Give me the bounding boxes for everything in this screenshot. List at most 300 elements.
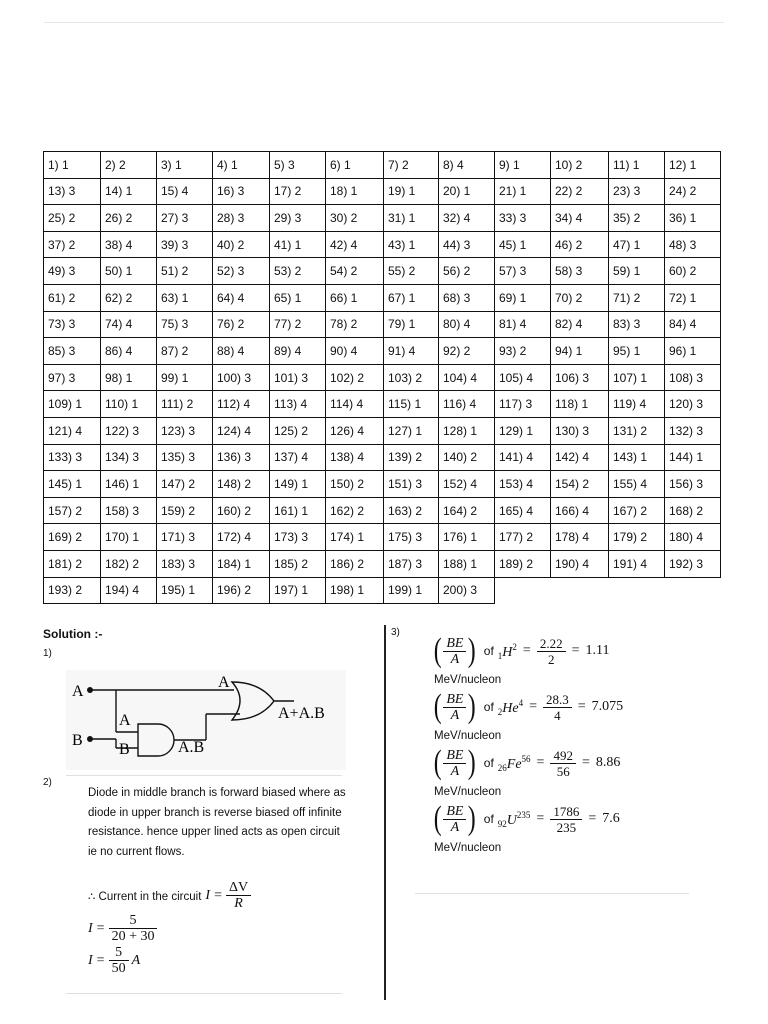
- energy-fraction: [550, 748, 576, 779]
- numerator-5: 5: [109, 913, 158, 929]
- answer-cell: 26) 2: [101, 205, 157, 232]
- answer-cell: 27) 3: [157, 205, 213, 232]
- answer-cell: 142) 4: [551, 444, 609, 471]
- answer-cell: 188) 1: [439, 550, 495, 577]
- answer-cell: 22) 2: [551, 178, 609, 205]
- atomic-number: 2: [497, 706, 503, 717]
- answer-cell: 66) 1: [326, 284, 384, 311]
- answer-cell: 41) 1: [270, 231, 326, 258]
- q2-label: 2): [43, 777, 52, 788]
- answer-cell: 111) 2: [157, 391, 213, 418]
- nuclide: [498, 642, 517, 661]
- answer-cell: 98) 1: [101, 364, 157, 391]
- answer-cell: 52) 3: [213, 258, 270, 285]
- answer-cell: 81) 4: [495, 311, 551, 338]
- answer-cell: 32) 4: [439, 205, 495, 232]
- answer-cell: 134) 3: [101, 444, 157, 471]
- answer-cell: 83) 3: [609, 311, 665, 338]
- be-result: 7.075: [591, 699, 624, 714]
- answer-cell: 68) 3: [439, 284, 495, 311]
- answer-cell: 21) 1: [495, 178, 551, 205]
- equals-sign: =: [529, 699, 538, 714]
- answer-cell: 190) 4: [551, 550, 609, 577]
- answer-cell: 138) 4: [326, 444, 384, 471]
- solution-heading: Solution :-: [43, 627, 103, 641]
- answer-cell: 35) 2: [609, 205, 665, 232]
- atomic-number: 1: [497, 650, 503, 661]
- mev-unit-label: MeV/nucleon: [434, 674, 502, 686]
- answer-cell: 136) 3: [213, 444, 270, 471]
- be-per-nucleon-row: [432, 746, 620, 780]
- nuclide: [498, 810, 531, 829]
- of-text: of: [483, 644, 494, 658]
- answer-cell: 47) 1: [609, 231, 665, 258]
- equals-sign-2: =: [577, 699, 586, 714]
- answer-cell: 102) 2: [326, 364, 384, 391]
- be-text: BE: [443, 636, 466, 652]
- answer-cell: 189) 2: [495, 550, 551, 577]
- current-prefix: ∴ Current in the circuit: [88, 890, 202, 903]
- answer-cell: 75) 3: [157, 311, 213, 338]
- fraction-5-over-50-sum: [109, 913, 158, 944]
- answer-cell: 91) 4: [384, 338, 439, 365]
- answer-cell: 96) 1: [665, 338, 721, 365]
- answer-row: [44, 152, 721, 179]
- equals-sign-2: =: [581, 755, 590, 770]
- answer-cell: 129) 1: [495, 417, 551, 444]
- answer-cell: 44) 3: [439, 231, 495, 258]
- or-input-label: A: [218, 674, 230, 691]
- answer-cell: 8) 4: [439, 152, 495, 179]
- energy-denominator: 2: [547, 651, 555, 667]
- answer-cell: 11) 1: [609, 152, 665, 179]
- answer-cell: 23) 3: [609, 178, 665, 205]
- answer-row: [44, 311, 721, 338]
- answer-cell: 179) 2: [609, 524, 665, 551]
- answer-cell: 3) 1: [157, 152, 213, 179]
- answer-cell: 31) 1: [384, 205, 439, 232]
- answer-cell: 50) 1: [101, 258, 157, 285]
- current-calc-step2: [88, 945, 140, 976]
- equals-sign-2: =: [96, 920, 105, 936]
- mass-number: 2: [512, 641, 517, 652]
- answer-row: [44, 364, 721, 391]
- answer-cell: 144) 1: [665, 444, 721, 471]
- answer-cell: 67) 1: [384, 284, 439, 311]
- answer-cell: 65) 1: [270, 284, 326, 311]
- answer-cell: 74) 4: [101, 311, 157, 338]
- answer-cell: 195) 1: [157, 577, 213, 604]
- current-var-3: I: [88, 952, 93, 968]
- be-over-a: [443, 748, 466, 779]
- answer-cell: 10) 2: [551, 152, 609, 179]
- answer-cell: 149) 1: [270, 471, 326, 498]
- answer-cell: 121) 4: [44, 417, 101, 444]
- answer-cell: 94) 1: [551, 338, 609, 365]
- equals-sign-3: =: [96, 952, 105, 968]
- answer-cell: 4) 1: [213, 152, 270, 179]
- answer-cell: 97) 3: [44, 364, 101, 391]
- current-formula: [88, 880, 251, 911]
- top-divider: [44, 22, 724, 23]
- current-calc-step1: [88, 913, 157, 944]
- equals-sign-2: =: [588, 811, 597, 826]
- answer-cell: 39) 3: [157, 231, 213, 258]
- answer-cell: 183) 3: [157, 550, 213, 577]
- be-per-nucleon-row: [432, 802, 620, 836]
- answer-row: [44, 391, 721, 418]
- answer-cell: 151) 3: [384, 471, 439, 498]
- answer-cell: 159) 2: [157, 497, 213, 524]
- be-text: BE: [443, 804, 466, 820]
- be-result: 8.86: [595, 755, 621, 770]
- right-paren: ): [468, 800, 477, 837]
- answer-cell: 58) 3: [551, 258, 609, 285]
- answer-cell: 171) 3: [157, 524, 213, 551]
- answer-cell: 5) 3: [270, 152, 326, 179]
- answer-cell: 196) 2: [213, 577, 270, 604]
- be-over-a: [443, 804, 466, 835]
- energy-fraction: [543, 692, 572, 723]
- answer-cell: 115) 1: [384, 391, 439, 418]
- answer-cell: 163) 2: [384, 497, 439, 524]
- answer-cell: 130) 3: [551, 417, 609, 444]
- empty-cell: [495, 577, 551, 604]
- fraction-5-over-50: [109, 945, 129, 976]
- answer-cell: 46) 2: [551, 231, 609, 258]
- answer-cell: 169) 2: [44, 524, 101, 551]
- answer-row: [44, 550, 721, 577]
- answer-cell: 71) 2: [609, 284, 665, 311]
- right-paren: ): [468, 744, 477, 781]
- and-output-label: A.B: [178, 739, 205, 756]
- answer-cell: 13) 3: [44, 178, 101, 205]
- answer-cell: 162) 2: [326, 497, 384, 524]
- answer-cell: 187) 3: [384, 550, 439, 577]
- equals-sign: =: [214, 887, 222, 903]
- answer-cell: 104) 4: [439, 364, 495, 391]
- answer-cell: 147) 2: [157, 471, 213, 498]
- answer-row: [44, 497, 721, 524]
- answer-cell: 175) 3: [384, 524, 439, 551]
- be-result: 1.11: [585, 643, 610, 658]
- answer-row: [44, 258, 721, 285]
- answer-row: [44, 178, 721, 205]
- right-paren: ): [468, 688, 477, 725]
- left-paren: (: [433, 800, 442, 837]
- answer-cell: 145) 1: [44, 471, 101, 498]
- answer-cell: 14) 1: [101, 178, 157, 205]
- answer-cell: 155) 4: [609, 471, 665, 498]
- answer-cell: 20) 1: [439, 178, 495, 205]
- answer-row: [44, 524, 721, 551]
- answer-cell: 43) 1: [384, 231, 439, 258]
- atomic-number: 92: [497, 818, 507, 829]
- answer-cell: 182) 2: [101, 550, 157, 577]
- be-per-nucleon-row: [432, 634, 609, 668]
- answer-cell: 7) 2: [384, 152, 439, 179]
- answer-cell: 82) 4: [551, 311, 609, 338]
- answer-cell: 164) 2: [439, 497, 495, 524]
- answer-cell: 194) 4: [101, 577, 157, 604]
- mev-unit-label: MeV/nucleon: [434, 786, 502, 798]
- a-text: A: [450, 763, 460, 779]
- answer-cell: 178) 4: [551, 524, 609, 551]
- answer-cell: 30) 2: [326, 205, 384, 232]
- of-text: of: [483, 812, 494, 826]
- answer-cell: 177) 2: [495, 524, 551, 551]
- answer-cell: 167) 2: [609, 497, 665, 524]
- delta-v-over-r: [226, 880, 251, 911]
- column-divider: [384, 625, 386, 1000]
- answer-cell: 161) 1: [270, 497, 326, 524]
- answer-cell: 172) 4: [213, 524, 270, 551]
- logic-circuit-diagram: [66, 670, 346, 770]
- answer-cell: 176) 1: [439, 524, 495, 551]
- answer-cell: 100) 3: [213, 364, 270, 391]
- right-paren: ): [468, 632, 477, 669]
- answer-cell: 19) 1: [384, 178, 439, 205]
- answer-key-table: [43, 151, 721, 604]
- be-text: BE: [443, 748, 466, 764]
- answer-cell: 105) 4: [495, 364, 551, 391]
- answer-cell: 166) 4: [551, 497, 609, 524]
- answer-cell: 118) 1: [551, 391, 609, 418]
- answer-row: [44, 417, 721, 444]
- current-unit: A: [131, 952, 141, 968]
- nuclide: [498, 754, 531, 773]
- answer-cell: 28) 3: [213, 205, 270, 232]
- answer-cell: 70) 2: [551, 284, 609, 311]
- answer-cell: 199) 1: [384, 577, 439, 604]
- empty-cell: [665, 577, 721, 604]
- and-input-b-label: B: [119, 741, 130, 758]
- resistance: R: [234, 896, 243, 911]
- answer-cell: 191) 4: [609, 550, 665, 577]
- answer-cell: 54) 2: [326, 258, 384, 285]
- answer-cell: 18) 1: [326, 178, 384, 205]
- answer-cell: 157) 2: [44, 497, 101, 524]
- energy-fraction: [537, 636, 566, 667]
- denominator-50: 50: [111, 961, 126, 976]
- answer-cell: 174) 1: [326, 524, 384, 551]
- answer-cell: 56) 2: [439, 258, 495, 285]
- answer-cell: 25) 2: [44, 205, 101, 232]
- left-paren: (: [433, 688, 442, 725]
- answer-cell: 55) 2: [384, 258, 439, 285]
- answer-cell: 117) 3: [495, 391, 551, 418]
- answer-cell: 107) 1: [609, 364, 665, 391]
- energy-denominator: 56: [556, 763, 570, 779]
- energy-numerator: 1786: [550, 804, 582, 820]
- energy-fraction: [550, 804, 582, 835]
- mass-number: 56: [521, 753, 531, 764]
- a-text: A: [450, 819, 460, 835]
- answer-cell: 125) 2: [270, 417, 326, 444]
- answer-row: [44, 471, 721, 498]
- answer-cell: 119) 4: [609, 391, 665, 418]
- mev-unit-label: MeV/nucleon: [434, 842, 502, 854]
- answer-cell: 88) 4: [213, 338, 270, 365]
- answer-cell: 72) 1: [665, 284, 721, 311]
- answer-cell: 106) 3: [551, 364, 609, 391]
- answer-cell: 153) 4: [495, 471, 551, 498]
- answer-cell: 78) 2: [326, 311, 384, 338]
- a-text: A: [450, 707, 460, 723]
- answer-cell: 37) 2: [44, 231, 101, 258]
- left-paren: (: [433, 744, 442, 781]
- answer-cell: 24) 2: [665, 178, 721, 205]
- answer-cell: 181) 2: [44, 550, 101, 577]
- answer-cell: 146) 1: [101, 471, 157, 498]
- answer-cell: 110) 1: [101, 391, 157, 418]
- answer-cell: 61) 2: [44, 284, 101, 311]
- answer-cell: 99) 1: [157, 364, 213, 391]
- answer-cell: 122) 3: [101, 417, 157, 444]
- answer-row: [44, 284, 721, 311]
- answer-cell: 160) 2: [213, 497, 270, 524]
- answer-cell: 77) 2: [270, 311, 326, 338]
- energy-numerator: 28.3: [543, 692, 572, 708]
- answer-cell: 90) 4: [326, 338, 384, 365]
- answer-cell: 132) 3: [665, 417, 721, 444]
- answer-cell: 192) 3: [665, 550, 721, 577]
- answer-cell: 126) 4: [326, 417, 384, 444]
- q3-separator: [415, 893, 689, 894]
- answer-cell: 1) 1: [44, 152, 101, 179]
- answer-row: [44, 577, 721, 604]
- a-text: A: [450, 651, 460, 667]
- answer-cell: 16) 3: [213, 178, 270, 205]
- answer-cell: 84) 4: [665, 311, 721, 338]
- answer-cell: 133) 3: [44, 444, 101, 471]
- answer-cell: 168) 2: [665, 497, 721, 524]
- mass-number: 235: [516, 809, 531, 820]
- answer-cell: 184) 1: [213, 550, 270, 577]
- energy-denominator: 235: [556, 819, 577, 835]
- answer-cell: 156) 3: [665, 471, 721, 498]
- answer-cell: 79) 1: [384, 311, 439, 338]
- mev-unit-label: MeV/nucleon: [434, 730, 502, 742]
- answer-cell: 89) 4: [270, 338, 326, 365]
- answer-cell: 173) 3: [270, 524, 326, 551]
- and-input-a-label: A: [119, 712, 131, 729]
- of-text: of: [483, 700, 494, 714]
- answer-cell: 103) 2: [384, 364, 439, 391]
- element-symbol: U: [506, 812, 517, 828]
- answer-cell: 197) 1: [270, 577, 326, 604]
- answer-cell: 42) 4: [326, 231, 384, 258]
- answer-cell: 29) 3: [270, 205, 326, 232]
- circuit-output-label: A+A.B: [278, 705, 325, 722]
- denominator-sum: 20 + 30: [111, 929, 155, 944]
- q3-label: 3): [391, 627, 400, 638]
- answer-cell: 12) 1: [665, 152, 721, 179]
- answer-cell: 48) 3: [665, 231, 721, 258]
- answer-cell: 109) 1: [44, 391, 101, 418]
- answer-cell: 198) 1: [326, 577, 384, 604]
- answer-cell: 112) 4: [213, 391, 270, 418]
- equals-sign: =: [536, 811, 545, 826]
- answer-cell: 150) 2: [326, 471, 384, 498]
- answer-cell: 9) 1: [495, 152, 551, 179]
- answer-cell: 165) 4: [495, 497, 551, 524]
- left-paren: (: [433, 632, 442, 669]
- answer-row: [44, 231, 721, 258]
- answer-cell: 158) 3: [101, 497, 157, 524]
- answer-cell: 114) 4: [326, 391, 384, 418]
- answer-cell: 85) 3: [44, 338, 101, 365]
- equals-sign: =: [536, 755, 545, 770]
- answer-cell: 53) 2: [270, 258, 326, 285]
- answer-cell: 137) 4: [270, 444, 326, 471]
- empty-cell: [551, 577, 609, 604]
- answer-cell: 34) 4: [551, 205, 609, 232]
- answer-cell: 128) 1: [439, 417, 495, 444]
- input-a-label: A: [72, 683, 84, 700]
- answer-cell: 123) 3: [157, 417, 213, 444]
- answer-cell: 76) 2: [213, 311, 270, 338]
- answer-cell: 17) 2: [270, 178, 326, 205]
- answer-cell: 120) 3: [665, 391, 721, 418]
- answer-cell: 116) 4: [439, 391, 495, 418]
- current-var-2: I: [88, 920, 93, 936]
- current-var: I: [205, 887, 211, 903]
- q1-separator: [66, 775, 342, 776]
- answer-cell: 141) 4: [495, 444, 551, 471]
- answer-cell: 154) 2: [551, 471, 609, 498]
- answer-cell: 148) 2: [213, 471, 270, 498]
- answer-cell: 2) 2: [101, 152, 157, 179]
- equals-sign: =: [522, 643, 531, 658]
- answer-cell: 113) 4: [270, 391, 326, 418]
- answer-cell: 33) 3: [495, 205, 551, 232]
- answer-cell: 49) 3: [44, 258, 101, 285]
- energy-numerator: 2.22: [537, 636, 566, 652]
- element-symbol: H: [502, 644, 513, 660]
- answer-cell: 73) 3: [44, 311, 101, 338]
- answer-cell: 51) 2: [157, 258, 213, 285]
- answer-cell: 92) 2: [439, 338, 495, 365]
- nuclide: [498, 698, 523, 717]
- answer-cell: 143) 1: [609, 444, 665, 471]
- answer-row: [44, 205, 721, 232]
- answer-cell: 200) 3: [439, 577, 495, 604]
- answer-cell: 15) 4: [157, 178, 213, 205]
- element-symbol: He: [502, 700, 519, 716]
- answer-cell: 108) 3: [665, 364, 721, 391]
- q2-separator: [66, 993, 342, 994]
- answer-row: [44, 444, 721, 471]
- be-over-a: [443, 692, 466, 723]
- be-result: 7.6: [602, 811, 620, 826]
- numerator-5b: 5: [109, 945, 129, 961]
- answer-cell: 45) 1: [495, 231, 551, 258]
- answer-cell: 124) 4: [213, 417, 270, 444]
- equals-sign-2: =: [571, 643, 580, 658]
- answer-cell: 101) 3: [270, 364, 326, 391]
- q1-label: 1): [43, 648, 52, 659]
- answer-cell: 80) 4: [439, 311, 495, 338]
- be-over-a: [443, 636, 466, 667]
- answer-row: [44, 338, 721, 365]
- answer-cell: 135) 3: [157, 444, 213, 471]
- delta-v: ΔV: [226, 880, 251, 896]
- be-text: BE: [443, 692, 466, 708]
- answer-cell: 69) 1: [495, 284, 551, 311]
- answer-cell: 64) 4: [213, 284, 270, 311]
- answer-cell: 63) 1: [157, 284, 213, 311]
